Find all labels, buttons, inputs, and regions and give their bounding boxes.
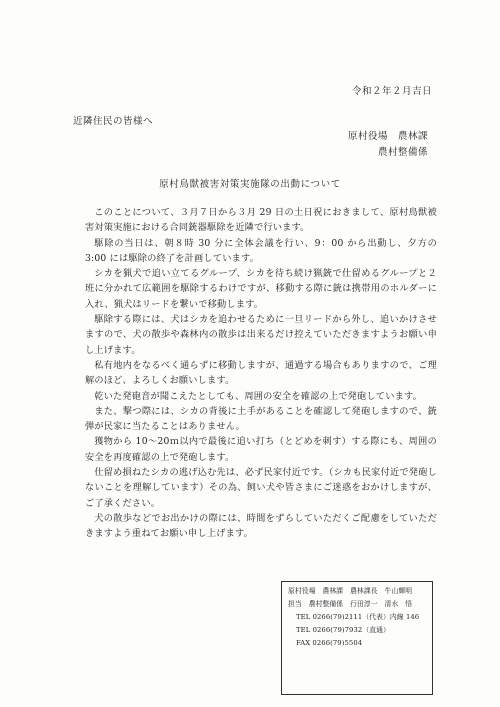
body-paragraph: シカを猟犬で追い立てるグループ、シカを待ち続け猟銃で仕留めるグループと２班に分かれて広範囲を駆除するわけですが、移動する際に銃は携帯用のホルダーに入れ、猟犬はリードを繋いで移動します。 xyxy=(85,268,437,310)
document-body xyxy=(85,205,437,542)
sender-section: 農村整備係 xyxy=(377,147,428,158)
body-paragraph: 駆除する際には、犬はシカを追わせるために一旦リードから外し、追いかけさせますので、犬の散歩や森林内の散歩は出来るだけ控えていただきますようお願い申し上げます。 xyxy=(85,314,437,356)
addressee: 近隣住民の皆様へ xyxy=(73,116,154,127)
body-paragraph: また、撃つ際には、シカの背後に土手があることを確認して発砲しますので、銃弾が民家に当たることはありません。 xyxy=(85,405,437,433)
document-date: 令和２年２月吉日 xyxy=(351,86,432,97)
body-paragraph: 獲物から 10～20ｍ以内で最後に追い打ち（とどめを刺す）する際にも、周囲の安全を再度確認の上で発砲します。 xyxy=(85,436,437,463)
body-paragraph: このことについて、３月７日から３月 29 日の土日祝におきまして、原村鳥獣被害対策実施における合同銃器駆除を近隣で行います。 xyxy=(85,207,437,234)
contact-tel-direct: TEL 0266(79)7932（直通） xyxy=(296,626,390,634)
body-paragraph: 私有地内をなるべく通らずに移動しますが、通過する場合もありますので、ご理解のほど、よろしくお願いします。 xyxy=(85,359,437,387)
contact-fax: FAX 0266(79)5504 xyxy=(296,639,363,647)
contact-box xyxy=(281,581,433,695)
body-paragraph: 乾いた発砲音が聞こえたとしても、周囲の安全を確認の上で発砲しています。 xyxy=(94,390,423,402)
body-paragraph: 仕留め損ねたシカの逃げ込む先は、必ず民家付近です。（シカも民家付近で発砲しないことを理解しています）その為、飼い犬や皆さまにご迷惑をおかけしますが、ご了承ください。 xyxy=(85,467,437,509)
contact-staff: 担当 農村整備係 行田淳一 清水 悟 xyxy=(288,600,413,608)
contact-tel-main: TEL 0266(79)2111（代表）内線 146 xyxy=(296,613,420,621)
body-paragraph: 駆除の当日は、朝８時 30 分に全体会議を行い、9：00 から出動し、夕方の 3:00 には駆除の終了を計画しています。 xyxy=(85,237,437,264)
sender-block xyxy=(348,129,428,161)
sender-department: 原村役場 農林課 xyxy=(347,131,428,142)
body-paragraph: 犬の散歩などでお出かけの際には、時間をずらしていただくご配慮をしていただきますよう重ねてお願い申し上げます。 xyxy=(85,512,437,540)
contact-manager: 原村役場 農林課 農林課長 牛山輝明 xyxy=(288,587,413,595)
document-title: 原村鳥獣被害対策実施隊の出動について xyxy=(159,179,341,190)
